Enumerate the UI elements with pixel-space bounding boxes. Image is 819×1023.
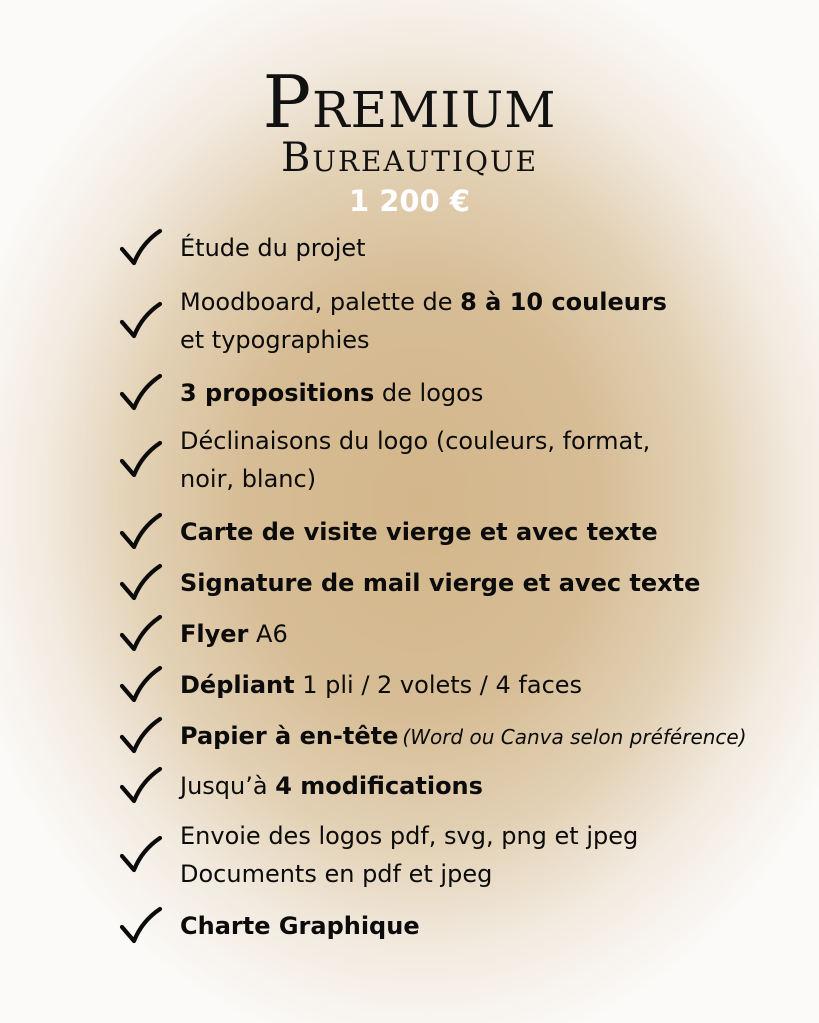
check-icon [118,509,164,555]
check-icon [118,560,164,606]
item-text: Envoie des logos pdf, svg, png et jpeg Documents en pdf et jpeg [180,822,639,888]
page-subtitle: Bureautique [280,135,539,181]
list-item [118,560,700,606]
item-text: Charte Graphique [180,912,420,940]
price-label: 1 200 € [348,184,471,218]
check-icon [118,225,164,271]
list-item [118,662,582,708]
check-icon [118,298,164,344]
item-note: (Word ou Canva selon préférence) [402,724,747,749]
list-item [118,903,420,949]
list-item [118,763,483,809]
item-text: Papier à en-tête (Word ou Canva selon préférence) [180,721,747,750]
list-item [118,817,638,893]
item-text: Déclinaisons du logo (couleurs, format, noir, blanc) [180,427,651,493]
list-item [118,611,288,657]
item-text: Flyer A6 [180,620,288,648]
item-text: Étude du projet [180,234,366,262]
check-icon [118,437,164,483]
list-item [118,713,747,759]
check-icon [118,611,164,657]
check-icon [118,903,164,949]
page-title: Premium [262,60,557,144]
check-icon [118,832,164,878]
check-icon [118,763,164,809]
list-item [118,370,483,416]
item-text: Signature de mail vierge et avec texte [180,569,701,597]
item-text: Jusqu’à 4 modifications [180,772,483,800]
check-icon [118,662,164,708]
check-icon [118,370,164,416]
item-text: Carte de visite vierge et avec texte [180,518,658,546]
list-item [118,509,658,555]
check-icon [118,713,164,759]
list-item [118,225,366,271]
list-item [118,422,650,498]
item-text: Dépliant 1 pli / 2 volets / 4 faces [180,671,583,699]
item-text: Moodboard, palette de 8 à 10 couleurs et typographies [180,288,667,354]
list-item [118,283,667,359]
item-text: 3 propositions de logos [180,379,484,407]
